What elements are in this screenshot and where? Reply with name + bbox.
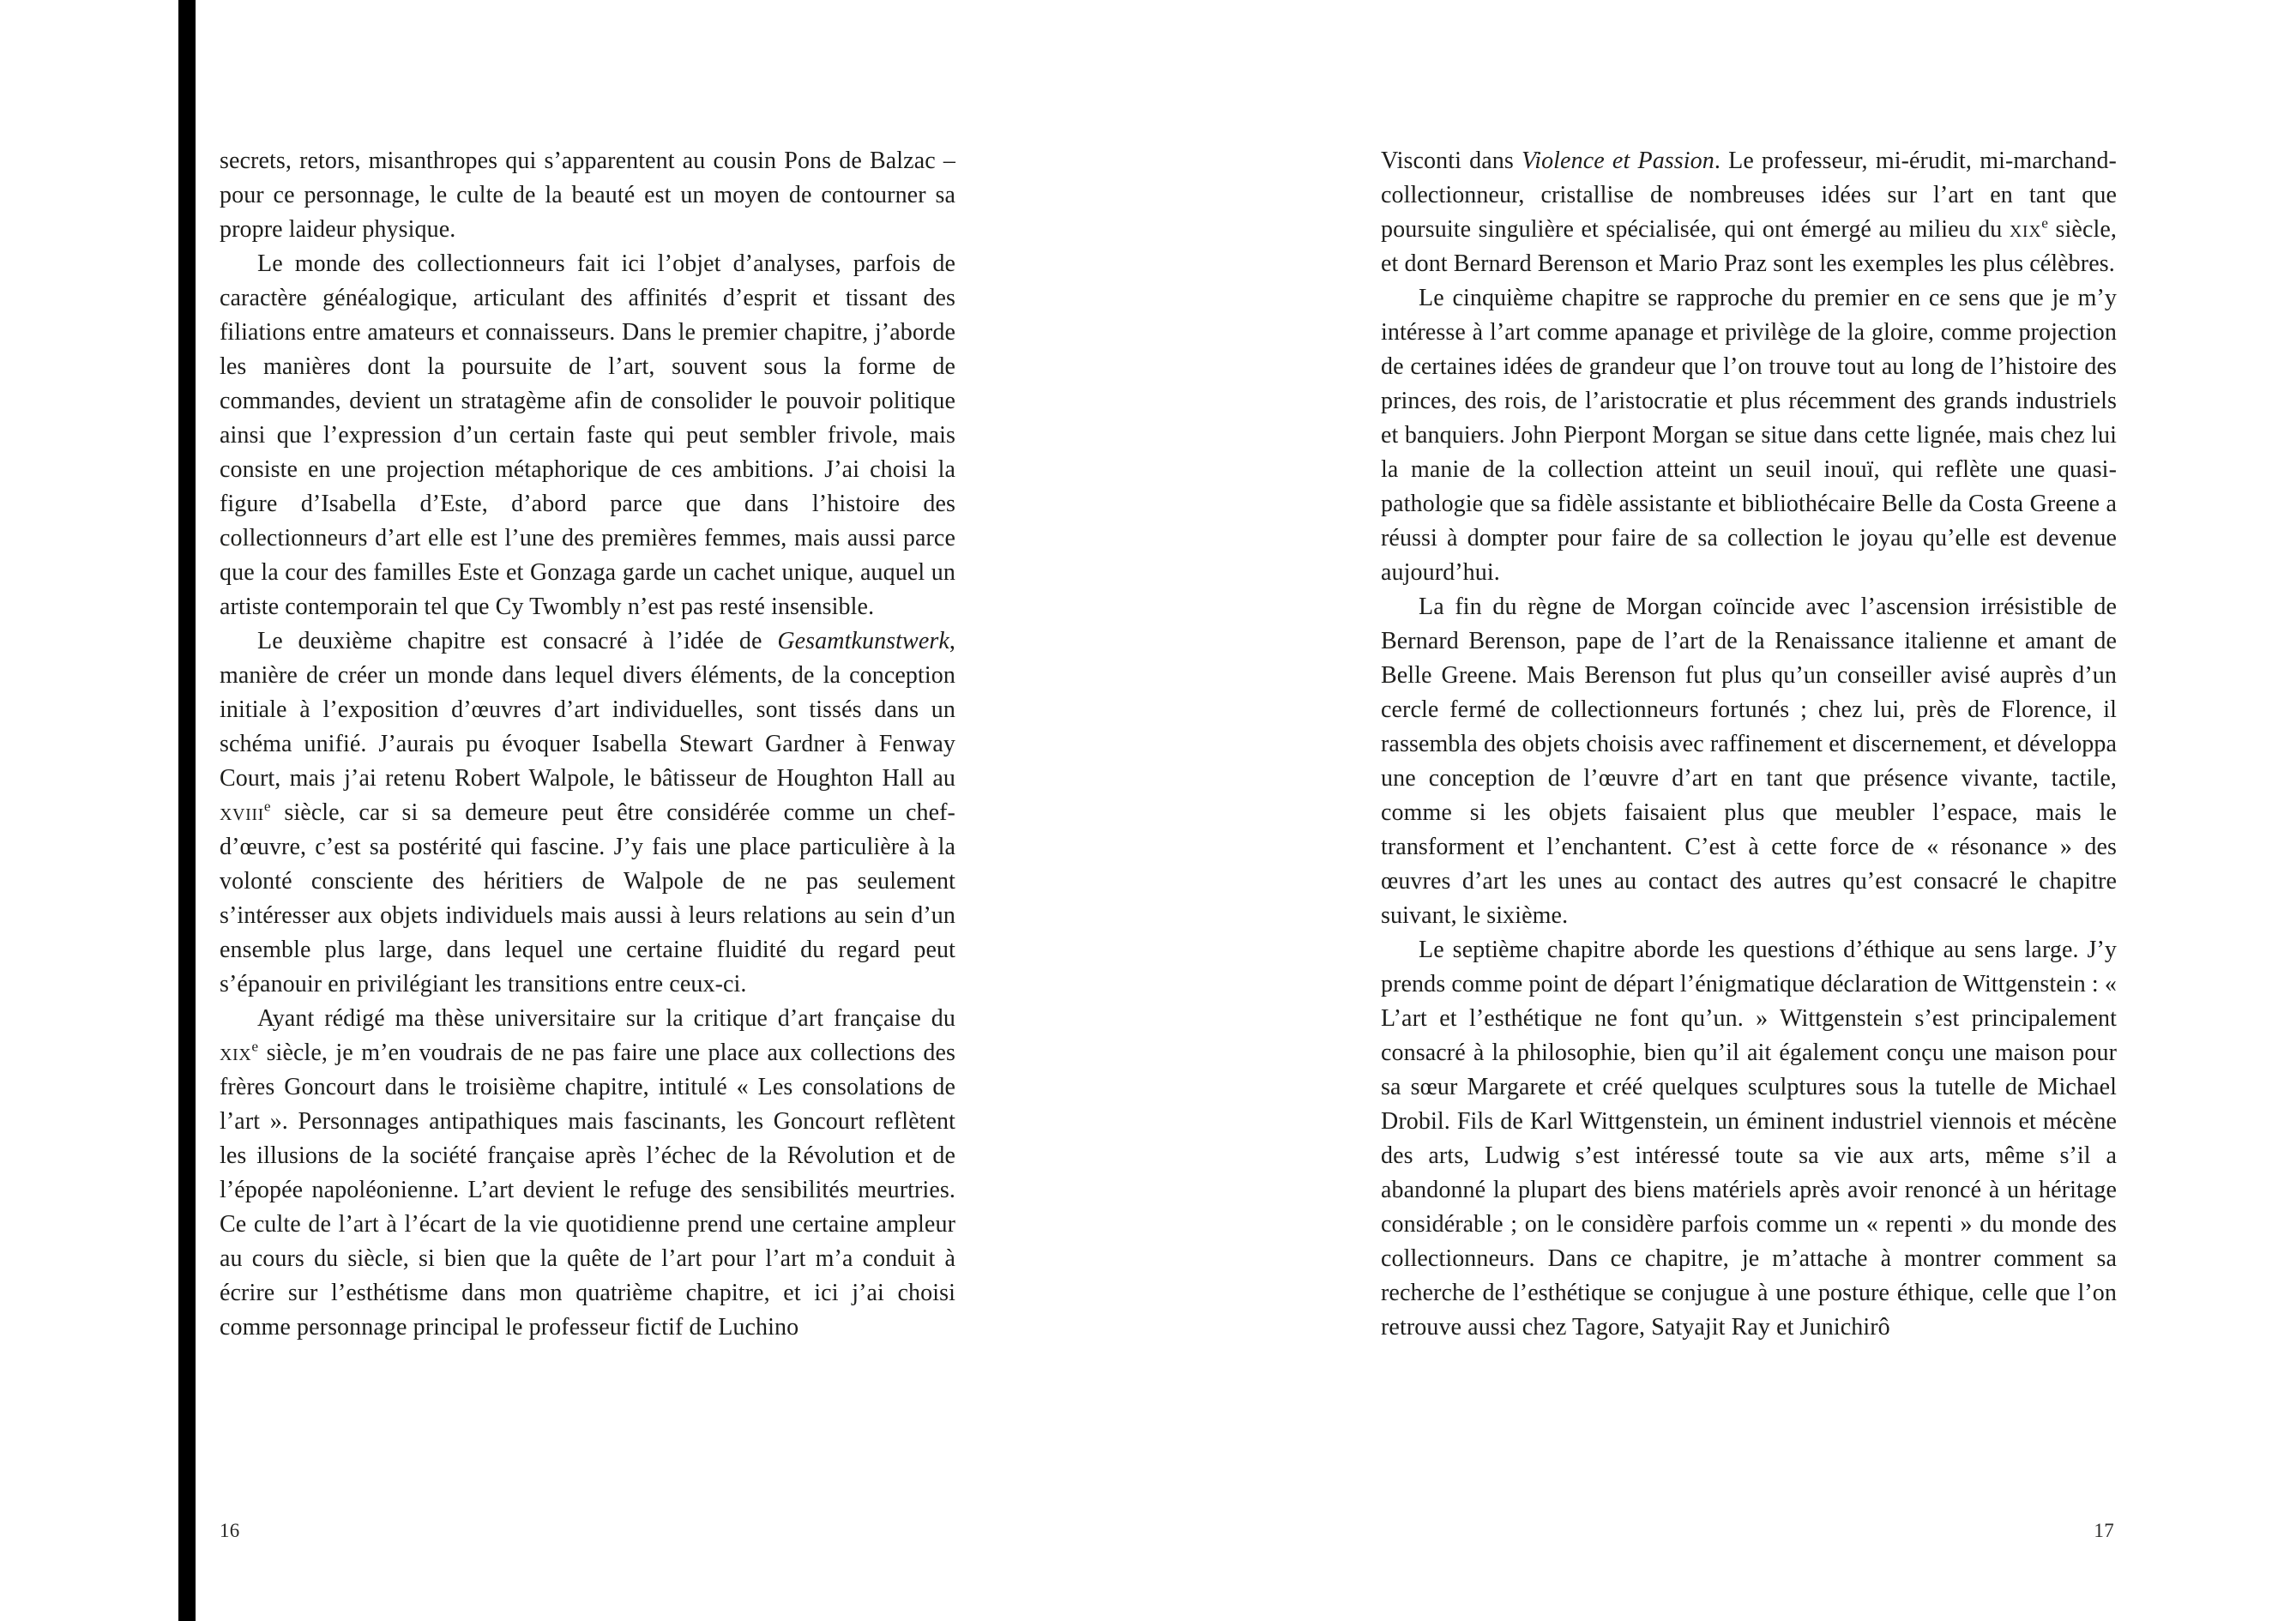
superscript-text: e xyxy=(2041,214,2049,232)
superscript-text: e xyxy=(251,1038,259,1055)
smallcaps-text: xix xyxy=(2009,216,2042,243)
italic-text: Gesamtkunstwerk xyxy=(777,628,949,654)
paragraph xyxy=(220,624,955,1002)
paragraph xyxy=(220,247,955,624)
text-run: siècle, et dont Bernard Berenson et Mario Praz sont les exemples les plus célèbres. xyxy=(1381,216,2117,277)
text-run: Le septième chapitre aborde les questions d’éthique au sens large. J’y prends comme point de départ l’énigmatique déclaration de Wittgenstein : « L’art et l’esthétique ne font qu’un. » Wittgenstein s’est principalement consacré à la philosophie, bien qu’il ait également conçu une maison pour sa sœur Margarete et créé quelques sculptures sous la tutelle de Michael Drobil. Fils de Karl Wittgenstein, un éminent industriel viennois et mécène des arts, Ludwig s’est intéressé toute sa vie aux arts, même s’il a abandonné la plupart des biens matériels après avoir renoncé à un héritage considérable ; on le considère parfois comme un « repenti » du monde des collectionneurs. Dans ce chapitre, je m’attache à montrer comment sa recherche de l’esthétique se conjugue à une posture éthique, celle que l’on retrouve aussi chez Tagore, Satyajit Ray et Junichirô xyxy=(1381,937,2117,1341)
paragraph xyxy=(220,1002,955,1345)
smallcaps-text: xix xyxy=(220,1039,252,1066)
page-right-text-column xyxy=(1381,144,2117,1345)
text-run: La fin du règne de Morgan coïncide avec l’ascension irrésistible de Bernard Berenson, pape de l’art de la Renaissance italienne et amant de Belle Greene. Mais Berenson fut plus qu’un conseiller avisé auprès d’un cercle fermé de collectionneurs fortunés ; chez lui, près de Florence, il rassembla des objets choisis avec raffinement et discernement, et développa une conception de l’œuvre d’art en tant que présence vivante, tactile, comme si les objets faisaient plus que meubler l’espace, mais le transforment et l’enchantent. C’est à cette force de « résonance » des œuvres d’art les unes au contact des autres qu’est consacré le chapitre suivant, le sixième. xyxy=(1381,594,2117,929)
paragraph xyxy=(1381,144,2117,281)
text-run: siècle, car si sa demeure peut être considérée comme un chef-d’œuvre, c’est sa postérité qui fascine. J’y fais une place particulière à la volonté consciente des héritiers de Walpole de ne pas seulement s’intéresser aux objets individuels mais aussi à leurs relations au sein d’un ensemble plus large, dans lequel une certaine fluidité du regard peut s’épanouir en privilégiant les transitions entre ceux-ci. xyxy=(220,799,955,997)
text-run: Le monde des collectionneurs fait ici l’objet d’analyses, parfois de caractère généalogique, articulant des affinités d’esprit et tissant des filiations entre amateurs et connaisseurs. Dans le premier chapitre, j’aborde les manières dont la poursuite de l’art, souvent sous la forme de commandes, devient un stratagème afin de consolider le pouvoir politique ainsi que l’expression d’un certain faste qui peut sembler frivole, mais consiste en une projection métaphorique de ces ambitions. J’ai choisi la figure d’Isabella d’Este, d’abord parce que dans l’histoire des collectionneurs d’art elle est l’une des premières femmes, mais aussi parce que la cour des familles Este et Gonzaga garde un cachet unique, auquel un artiste contemporain tel que Cy Twombly n’est pas resté insensible. xyxy=(220,250,955,620)
smallcaps-text: xviii xyxy=(220,799,264,826)
text-run: Le cinquième chapitre se rapproche du premier en ce sens que je m’y intéresse à l’art comme apanage et privilège de la gloire, comme projection de certaines idées de grandeur que l’on trouve tout au long de l’histoire des princes, des rois, de l’aristocratie et plus récemment des grands industriels et banquiers. John Pierpont Morgan se situe dans cette lignée, mais chez lui la manie de la collection atteint un seuil inouï, qui reflète une quasi-pathologie que sa fidèle assistante et bibliothécaire Belle da Costa Greene a réussi à dompter pour faire de sa collection le joyau qu’elle est devenue aujourd’hui. xyxy=(1381,285,2117,586)
page-right xyxy=(1148,0,2296,1621)
superscript-text: e xyxy=(263,798,271,815)
page-number-left: 16 xyxy=(220,1520,240,1541)
text-run: Ayant rédigé ma thèse universitaire sur la critique d’art française du xyxy=(257,1005,955,1032)
paragraph xyxy=(1381,933,2117,1345)
paragraph xyxy=(1381,590,2117,933)
paragraph xyxy=(220,144,955,247)
text-run: secrets, retors, misanthropes qui s’apparentent au cousin Pons de Balzac – pour ce personnage, le culte de la beauté est un moyen de contourner sa propre laideur physique. xyxy=(220,148,955,243)
text-run: , manière de créer un monde dans lequel divers éléments, de la conception initiale à l’exposition d’œuvres d’art individuelles, sont tissés dans un schéma unifié. J’aurais pu évoquer Isabella Stewart Gardner à Fenway Court, mais j’ai retenu Robert Walpole, le bâtisseur de Houghton Hall au xyxy=(220,628,955,792)
paragraph xyxy=(1381,281,2117,590)
text-run: Visconti dans xyxy=(1381,148,1522,174)
text-run: siècle, je m’en voudrais de ne pas faire une place aux collections des frères Goncourt dans le troisième chapitre, intitulé « Les consolations de l’art ». Personnages antipathiques mais fascinants, les Goncourt reflètent les illusions de la société française après l’échec de la Révolution et de l’épopée napoléonienne. L’art devient le refuge des sensibilités meurtries. Ce culte de l’art à l’écart de la vie quotidienne prend une certaine ampleur au cours du siècle, si bien que la quête de l’art pour l’art m’a conduit à écrire sur l’esthétisme dans mon quatrième chapitre, et ici j’ai choisi comme personnage principal le professeur fictif de Luchino xyxy=(220,1039,955,1341)
text-run: Le deuxième chapitre est consacré à l’idée de xyxy=(257,628,778,654)
page-left-text-column xyxy=(220,144,955,1345)
text-run: . Le professeur, mi-érudit, mi-marchand-collectionneur, cristallise de nombreuses idées sur l’art en tant que poursuite singulière et spécialisée, qui ont émergé au milieu du xyxy=(1381,148,2117,243)
page-number-right: 17 xyxy=(2094,1520,2114,1541)
italic-text: Violence et Passion xyxy=(1522,148,1714,174)
